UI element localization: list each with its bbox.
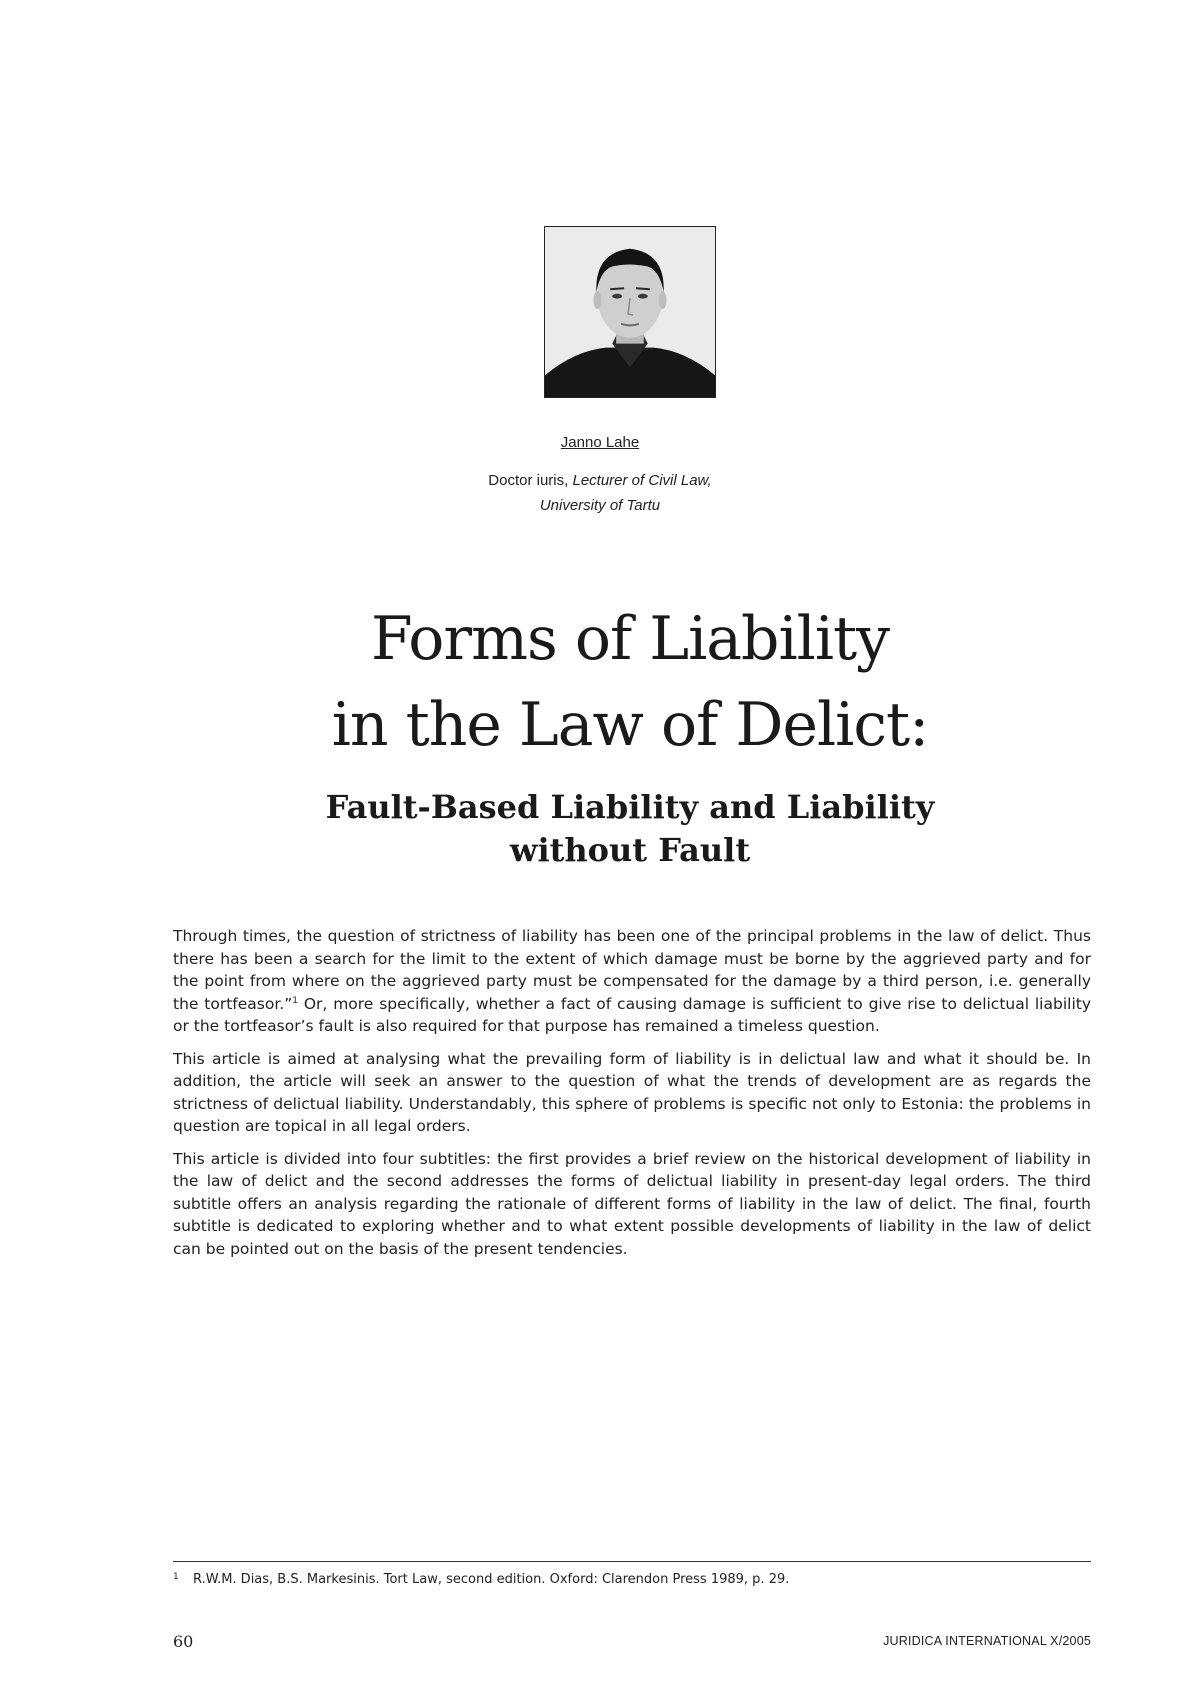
subtitle-line-2: without Fault [509,831,751,869]
title-line-1: Forms of Liability [370,604,890,674]
journal-running-footer: JURIDICA INTERNATIONAL X/2005 [883,1634,1091,1648]
footnote-reference[interactable]: 1 [292,995,298,1006]
footnote-number: 1 [173,1572,179,1582]
author-portrait-photo [544,226,716,398]
author-position: Lecturer of Civil Law, [572,472,712,489]
author-degree-position [0,472,1200,489]
author-name: Janno Lahe [560,434,640,451]
footnote [173,1572,1091,1587]
body-paragraph-1 [173,925,1091,1038]
author-affiliation: University of Tartu [539,497,661,514]
article-subtitle [0,786,1200,872]
body-paragraph-2: This article is aimed at analysing what the prevailing form of liability is in delictual law and what it should be. In addition, the article will seek an answer to the question of what the trends of development are as regards the strictness of delictual liability. Understandably, this sphere of problems is specific not only to Estonia: the problems in question are topical in all legal orders. [173,1049,1091,1135]
title-line-2: in the Law of Delict: [331,690,929,760]
paragraph-1-text-a: Through times, the question of strictness of liability has been one of the principal problems in the law of delict. Thus there has been a search for the limit to the extent of which damage must be borne by the aggrieved party and for the point from where on the aggrieved party must be compensated for the damage by a third person, i.e. generally the tortfeasor.” [173,927,1091,1013]
footnote-divider [173,1561,1091,1562]
body-paragraph-3: This article is divided into four subtitles: the first provides a brief review on the historical development of liability in the law of delict and the second addresses the forms of delictual liability in present-day legal orders. The third subtitle offers an analysis regarding the rationale of different forms of liability in the law of delict. The final, fourth subtitle is dedicated to exploring whether and to what extent possible developments of liability in the law of delict can be pointed out on the basis of the present tendencies. [173,1149,1091,1258]
subtitle-line-1: Fault-Based Liability and Liability [325,788,935,826]
footnote-text: R.W.M. Dias, B.S. Markesinis. Tort Law, second edition. Oxford: Clarendon Press 1989, p. 29. [193,1572,790,1587]
article-body [173,925,1091,1270]
paragraph-1-text-b: Or, more specifically, whether a fact of causing damage is sufficient to give rise to delictual liability or the tortfeasor’s fault is also required for that purpose has remained a timeless question. [173,994,1091,1035]
author-degree: Doctor iuris, [488,472,569,489]
page-number: 60 [173,1632,194,1651]
article-title [0,596,1200,768]
